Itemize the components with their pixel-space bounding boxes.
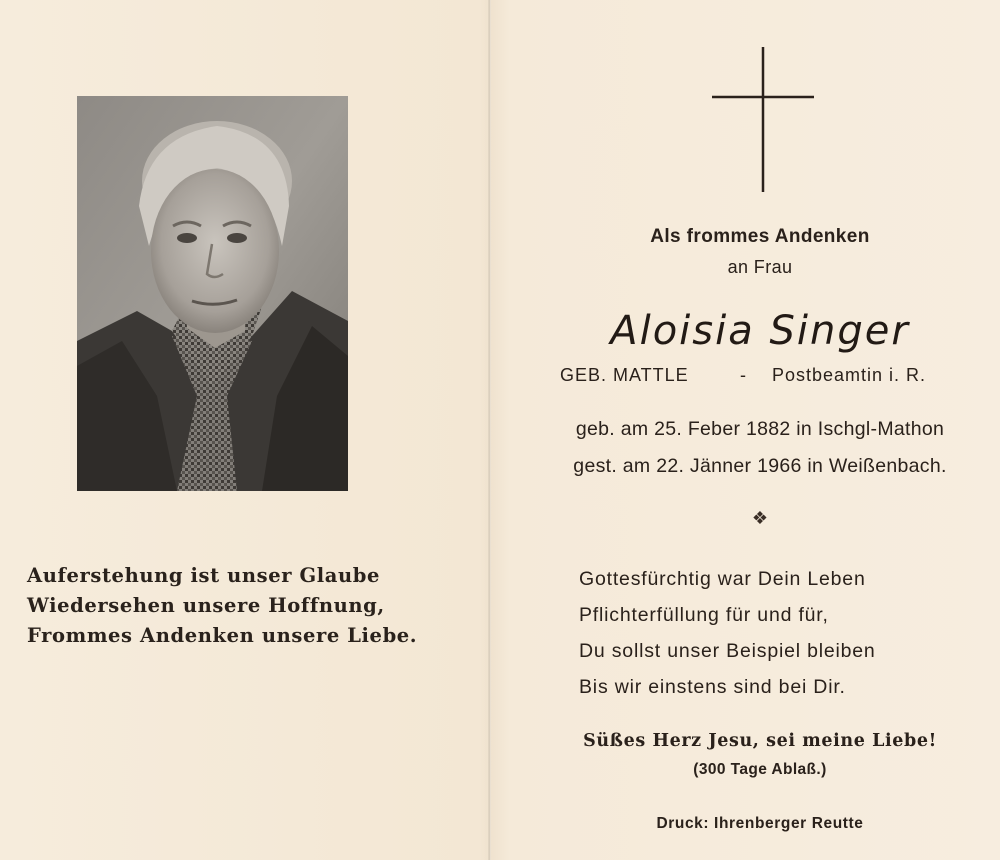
right-verse [579, 561, 979, 705]
deceased-name: Aloisia Singer [610, 308, 910, 354]
card-fold [488, 0, 491, 860]
right-verse-line: Du sollst unser Beispiel bleiben [579, 640, 876, 662]
ornament-icon: ❖ [751, 508, 769, 528]
subline-separator: - [740, 365, 747, 385]
right-verse-line: Pflichterfüllung für und für, [579, 604, 829, 626]
maiden-name: GEB. MATTLE [560, 365, 689, 385]
heading: Als frommes Andenken [650, 226, 870, 247]
profession: Postbeamtin i. R. [772, 365, 927, 385]
left-verse-line: Frommes Andenken unsere Liebe. [27, 624, 418, 647]
left-verse [27, 561, 467, 651]
birth-date: geb. am 25. Feber 1882 in Ischgl-Mathon [575, 418, 945, 440]
salutation: an Frau [727, 257, 793, 277]
printer-credit: Druck: Ihrenberger Reutte [656, 815, 864, 832]
right-verse-line: Bis wir einstens sind bei Dir. [579, 676, 846, 698]
left-verse-line: Auferstehung ist unser Glaube [27, 564, 381, 587]
portrait-photo [77, 96, 348, 491]
indulgence-note: (300 Tage Ablaß.) [693, 761, 827, 778]
prayer: Süßes Herz Jesu, sei meine Liebe! [583, 731, 937, 751]
life-dates [530, 411, 990, 485]
right-verse-line: Gottesfürchtig war Dein Leben [579, 568, 866, 590]
left-verse-line: Wiedersehen unsere Hoffnung, [27, 594, 385, 617]
cross-icon [712, 47, 814, 192]
death-date: gest. am 22. Jänner 1966 in Weißenbach. [573, 455, 947, 477]
